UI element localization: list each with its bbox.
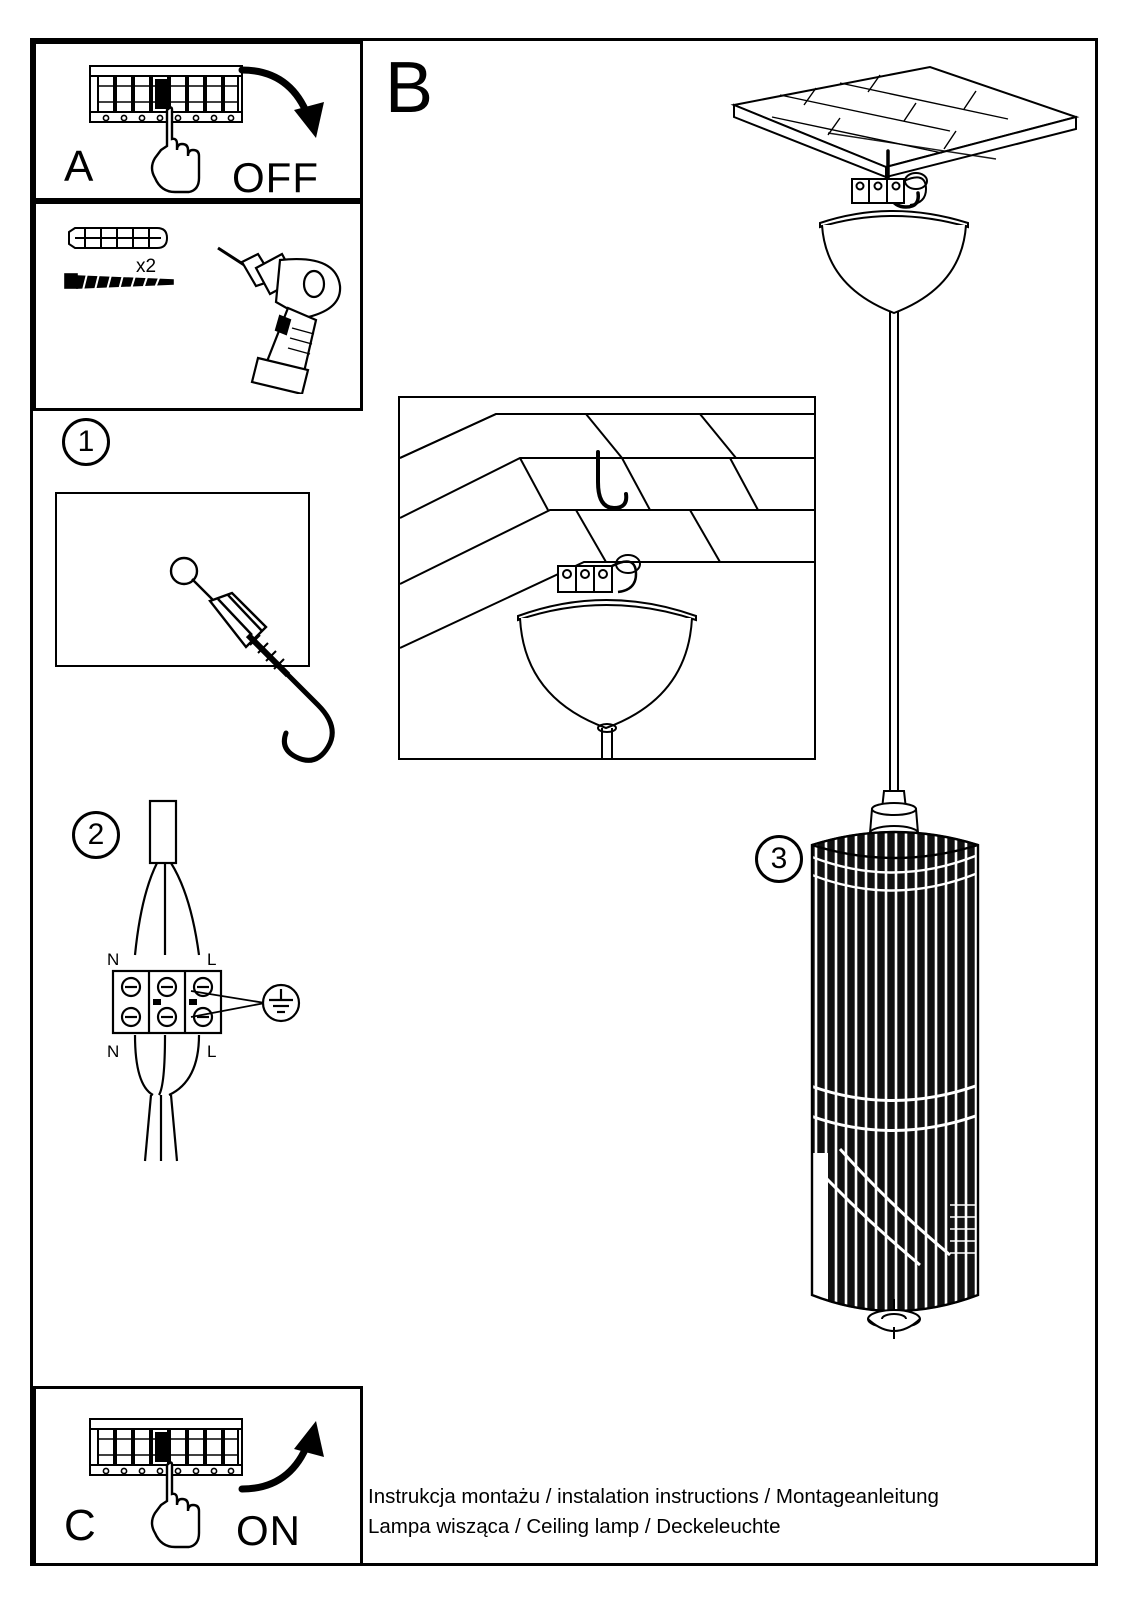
step-number-1: 1	[62, 418, 110, 466]
pendant-lamp-assembly	[720, 55, 1090, 1355]
panel-a-letter: A	[64, 142, 94, 191]
quantity-label: x2	[136, 256, 157, 277]
screw-icon	[61, 266, 181, 298]
power-drill-icon	[196, 224, 356, 394]
hand-pointer-icon	[141, 106, 211, 196]
terminal-label-n-bottom: N	[107, 1042, 120, 1061]
panel-hook-mounting	[55, 492, 310, 667]
hand-pointer-icon	[141, 1461, 211, 1551]
terminal-label-n-top: N	[107, 950, 120, 969]
step-number-2: 2	[72, 811, 120, 859]
wall-plug-icon	[61, 218, 171, 258]
panel-a-action-label: OFF	[232, 154, 319, 201]
hook-screw-drawing	[162, 549, 362, 809]
terminal-label-l-top: L	[207, 950, 217, 969]
caption-line-1: Instrukcja montażu / instalation instructions / Montageanleitung	[368, 1485, 939, 1508]
panel-step-a	[33, 41, 363, 201]
caption-line-2: Lampa wisząca / Ceiling lamp / Deckeleuchte	[368, 1515, 781, 1538]
arrow-down-icon	[232, 52, 342, 152]
panel-step-c	[33, 1386, 363, 1566]
panel-c-action-label: ON	[236, 1507, 301, 1554]
panel-c-letter: C	[64, 1501, 96, 1550]
wiring-diagram	[95, 795, 395, 1185]
terminal-label-l-bottom: L	[207, 1042, 217, 1061]
arrow-up-icon	[232, 1403, 342, 1503]
section-label-b: B	[385, 48, 434, 128]
panel-drill-tools	[33, 201, 363, 411]
step-number-3: 3	[755, 835, 803, 883]
caption-block	[368, 1482, 1068, 1542]
